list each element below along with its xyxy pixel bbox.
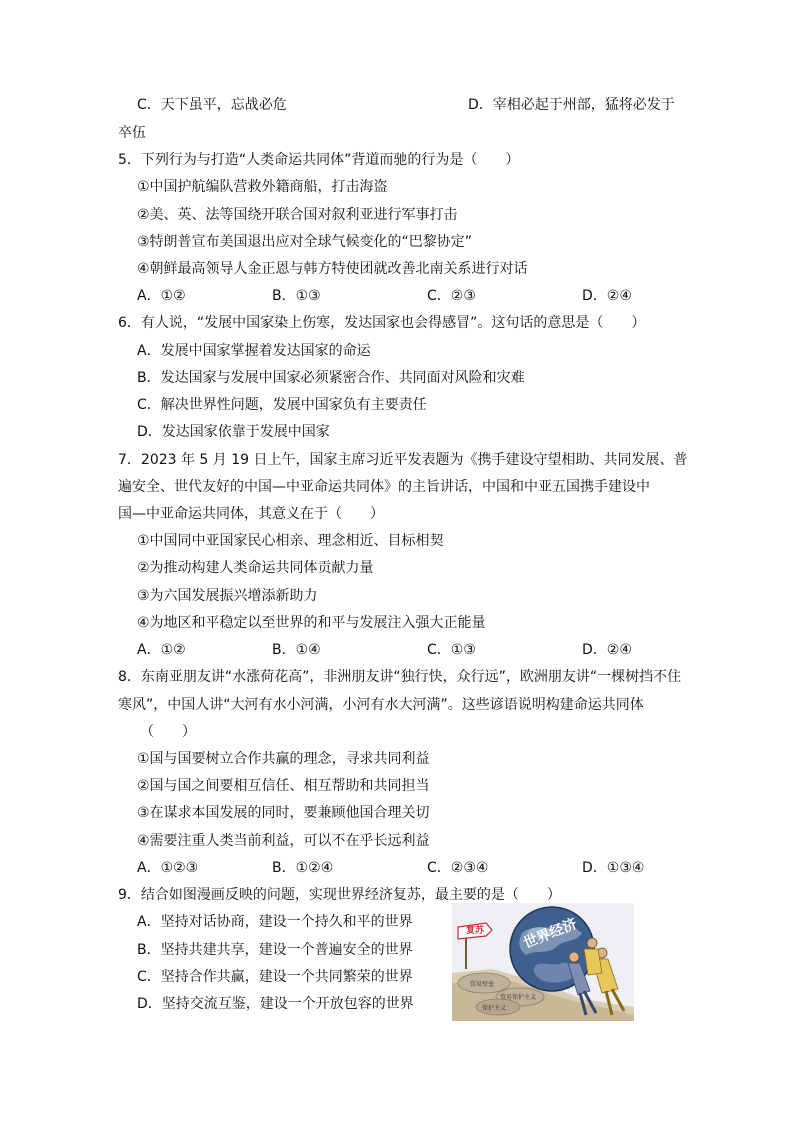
q5-item-1: ①中国护航编队营救外籍商船，打击海盗 xyxy=(137,179,388,195)
q6-option-d[interactable]: D．发达国家依靠于发展中国家 xyxy=(137,424,330,440)
question-8-stem-line-1: 8．东南亚朋友讲“水涨荷花高”，非洲朋友讲“独行快，众行远”，欧洲朋友讲“一棵树挡不住 xyxy=(118,669,682,685)
q7-option-a[interactable]: A．①② xyxy=(137,642,186,658)
q8-option-d[interactable]: D．①③④ xyxy=(582,860,645,876)
question-8-stem-line-3: （ ） xyxy=(140,724,196,740)
question-5-stem: 5．下列行为与打造“人类命运共同体”背道而驰的行为是（ ） xyxy=(118,152,520,168)
q7-item-2: ②为推动构建人类命运共同体贡献力量 xyxy=(137,560,374,576)
q7-option-d[interactable]: D．②④ xyxy=(582,642,632,658)
q7-option-b[interactable]: B．①④ xyxy=(272,642,321,658)
prev-option-d: D．宰相必起于州部，猛将必发于 xyxy=(468,97,675,113)
q5-item-3: ③特朗普宣布美国退出应对全球气候变化的“巴黎协定” xyxy=(137,234,473,250)
question-7-stem-line-1: 7．2023 年 5 月 19 日上午，国家主席习近平发表题为《携手建设守望相助、共同发展、普 xyxy=(118,452,688,468)
q5-item-2: ②美、英、法等国绕开联合国对叙利亚进行军事打击 xyxy=(137,207,458,223)
cartoon-globe-text: 世界经济 xyxy=(521,916,580,952)
q8-option-a[interactable]: A．①②③ xyxy=(137,860,199,876)
q8-item-4: ④需要注重人类当前利益，可以不在乎长远利益 xyxy=(137,833,430,849)
q6-option-b[interactable]: B．发达国家与发展中国家必须紧密合作、共同面对风险和灾难 xyxy=(137,370,525,386)
q8-item-2: ②国与国之间要相互信任、相互帮助和共同担当 xyxy=(137,778,430,794)
question-7-stem-line-3: 国—中亚命运共同体，其意义在于（ ） xyxy=(118,506,384,522)
cartoon-rock-label-2: 贸易壁垒 xyxy=(470,981,495,988)
q5-option-b[interactable]: B．①③ xyxy=(272,288,321,304)
world-economy-cartoon xyxy=(452,903,634,1021)
q9-option-d[interactable]: D．坚持交流互鉴，建设一个开放包容的世界 xyxy=(137,996,414,1012)
q6-option-a[interactable]: A．发展中国家掌握着发达国家的命运 xyxy=(137,343,371,359)
question-9-stem: 9．结合如图漫画反映的问题，实现世界经济复苏，最主要的是（ ） xyxy=(118,887,561,903)
cartoon-sign-text: 复苏 xyxy=(466,926,485,936)
q5-option-d[interactable]: D．②④ xyxy=(582,288,632,304)
question-7-stem-line-2: 遍安全、世代友好的中国—中亚命运共同体》的主旨讲话，中国和中亚五国携手建设中 xyxy=(118,479,650,495)
prev-option-d-continued: 卒伍 xyxy=(118,125,146,141)
prev-option-c: C．天下虽平，忘战必危 xyxy=(137,97,287,113)
q5-item-4: ④朝鲜最高领导人金正恩与韩方特使团就改善北南关系进行对话 xyxy=(137,261,528,277)
q9-option-b[interactable]: B．坚持共建共享，建设一个普遍安全的世界 xyxy=(137,942,413,958)
q8-option-c[interactable]: C．②③④ xyxy=(427,860,489,876)
q5-option-a[interactable]: A．①② xyxy=(137,288,186,304)
q8-item-1: ①国与国要树立合作共赢的理念，寻求共同利益 xyxy=(137,751,430,767)
cartoon-drawing xyxy=(452,903,634,1021)
q9-option-a[interactable]: A．坚持对话协商，建设一个持久和平的世界 xyxy=(137,914,413,930)
q7-item-1: ①中国同中亚国家民心相亲、理念相近、目标相契 xyxy=(137,533,444,549)
q7-item-4: ④为地区和平稳定以至世界的和平与发展注入强大正能量 xyxy=(137,615,486,631)
q5-option-c[interactable]: C．②③ xyxy=(427,288,476,304)
q8-option-b[interactable]: B．①②④ xyxy=(272,860,334,876)
q6-option-c[interactable]: C．解决世界性问题，发展中国家负有主要责任 xyxy=(137,397,427,413)
question-6-stem: 6．有人说，“发展中国家染上伤寒，发达国家也会得感冒”。这句话的意思是（ ） xyxy=(118,315,646,331)
cartoon-rock-label-3: 保护主义 xyxy=(482,1005,507,1012)
q7-item-3: ③为六国发展振兴增添新助力 xyxy=(137,588,318,604)
q9-option-c[interactable]: C．坚持合作共赢，建设一个共同繁荣的世界 xyxy=(137,969,413,985)
q7-option-c[interactable]: C．①③ xyxy=(427,642,476,658)
cartoon-rock-label-1: 贸易保护主义 xyxy=(500,994,537,1001)
q8-item-3: ③在谋求本国发展的同时，要兼顾他国合理关切 xyxy=(137,805,430,821)
question-8-stem-line-2: 寒风”，中国人讲“大河有水小河满，小河有水大河满”。这些谚语说明构建命运共同体 xyxy=(118,697,644,713)
